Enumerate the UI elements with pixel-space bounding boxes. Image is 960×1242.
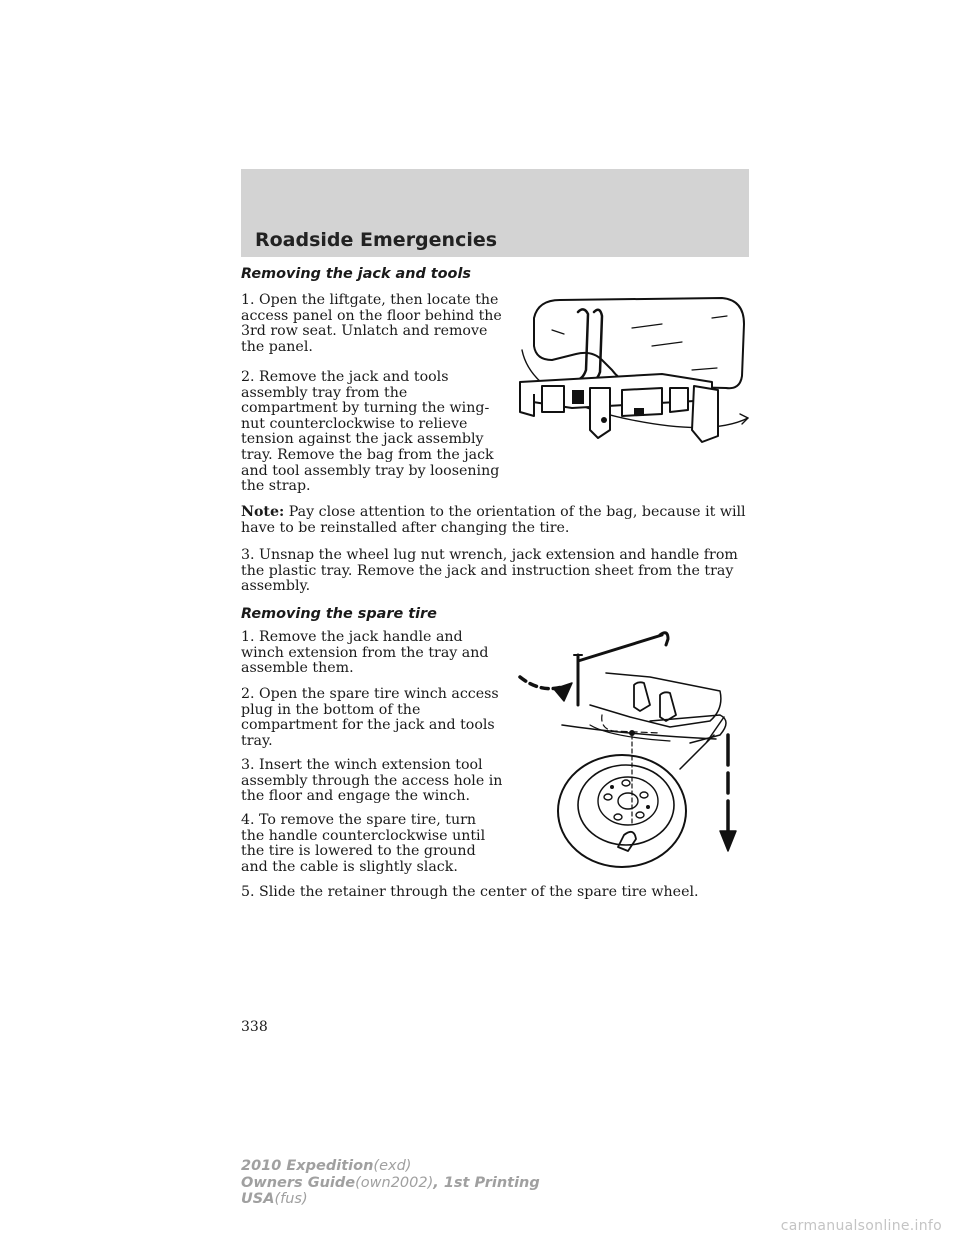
heading-removing-jack-tools: Removing the jack and tools <box>241 266 471 282</box>
section-header-band <box>241 169 749 257</box>
footer-model: 2010 Expedition <box>241 1158 374 1174</box>
spare-step-1-paragraph: 1. Remove the jack handle and winch extension from the tray and assemble them. <box>241 629 489 677</box>
footer-region-code: (fus) <box>274 1191 308 1207</box>
footer-region: USA <box>241 1191 275 1207</box>
footer-line-2 <box>241 1175 540 1192</box>
spare-tire-winch-illustration <box>510 625 750 875</box>
footer-printing: , 1st Printing <box>433 1174 540 1191</box>
jack-tray-bag-illustration <box>512 290 757 450</box>
spare-step-4-paragraph: 4. To remove the spare tire, turn the handle counterclockwise until the tire is lowered to the ground and the cable is slightly slack. <box>241 812 486 875</box>
footer-line-1 <box>241 1158 540 1175</box>
footer-guide-code: (own2002) <box>355 1174 434 1191</box>
spare-step-5-paragraph: 5. Slide the retainer through the center of the spare tire wheel. <box>241 884 699 900</box>
watermark: carmanualsonline.info <box>780 1218 942 1234</box>
note-label: Note: <box>241 504 285 520</box>
step-1-paragraph: 1. Open the liftgate, then locate the access panel on the floor behind the 3rd row seat. Unlatch and remove the panel. <box>241 292 502 355</box>
heading-removing-spare-tire: Removing the spare tire <box>241 606 437 622</box>
note-text: Pay close attention to the orientation of the bag, because it will have to be reinstalled after changing the tire. <box>241 504 746 536</box>
spare-step-2-paragraph: 2. Open the spare tire winch access plug in the bottom of the compartment for the jack and tools tray. <box>241 686 499 749</box>
footer-model-code: (exd) <box>373 1158 412 1174</box>
page-number: 338 <box>241 1019 268 1035</box>
spare-step-3-paragraph: 3. Insert the winch extension tool assembly through the access hole in the floor and engage the winch. <box>241 757 503 805</box>
footer-printing-info <box>241 1158 540 1208</box>
step-2-paragraph: 2. Remove the jack and tools assembly tray from the compartment by turning the wing-nut counterclockwise to relieve tension against the jack assembly tray. Remove the bag from the jack and tool assembly tray by loosening the strap. <box>241 369 500 495</box>
note-paragraph <box>241 505 751 536</box>
step-3-paragraph: 3. Unsnap the wheel lug nut wrench, jack extension and handle from the plastic tray. Remove the jack and instruction sheet from the tray assembly. <box>241 547 738 595</box>
footer-guide: Owners Guide <box>241 1174 356 1191</box>
section-title: Roadside Emergencies <box>255 229 498 251</box>
footer-line-3 <box>241 1191 540 1208</box>
